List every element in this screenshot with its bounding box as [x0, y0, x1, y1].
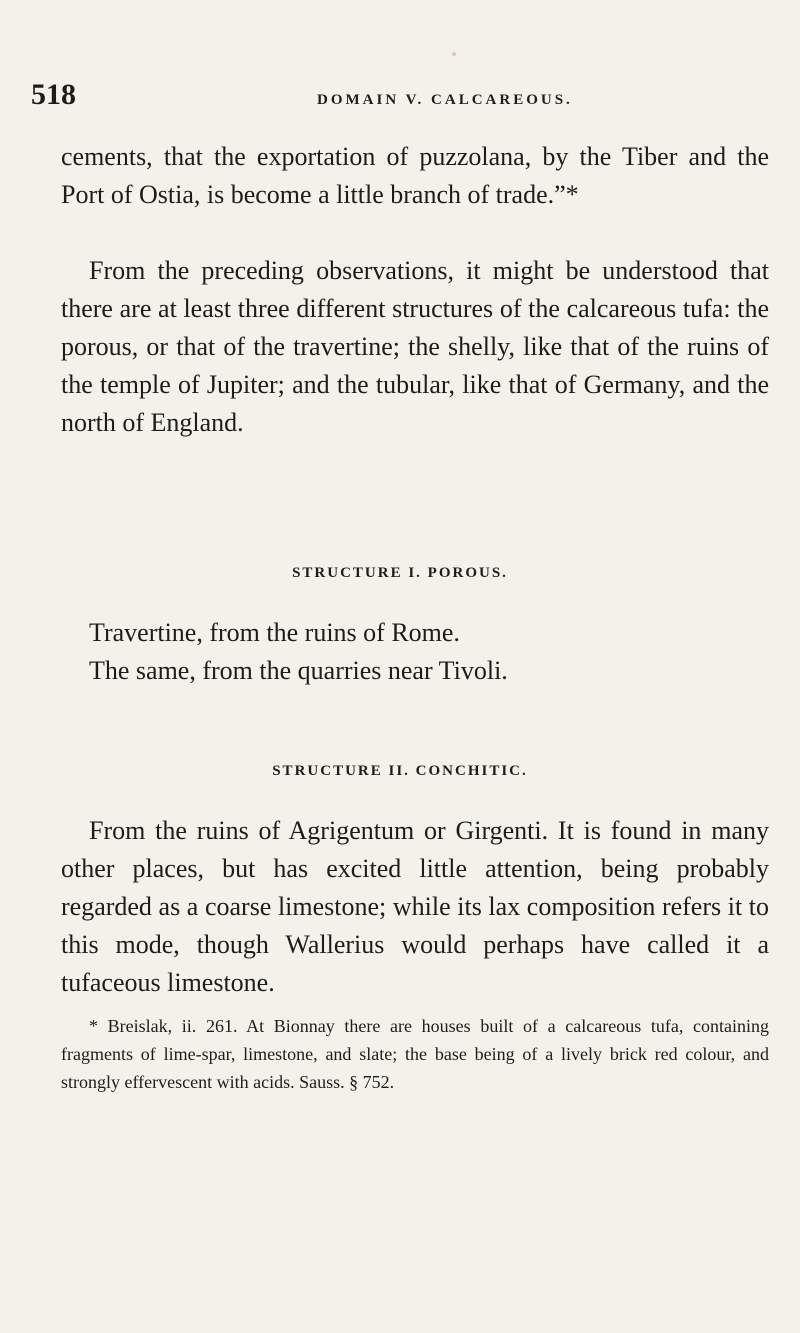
structure-one-entry-tivoli: The same, from the quarries near Tivoli.: [89, 656, 508, 685]
page-number: 518: [31, 78, 76, 111]
paragraph-observations: From the preceding observations, it might be understood that there are at least three different structures of the calcareous tufa: the porous, or that of the travertine; the shelly, like that of the ruins of the temple of Jupiter; and the tubular, like that of Germany, and the north of England.: [61, 256, 769, 437]
page-header: [0, 78, 800, 118]
running-head: DOMAIN V. CALCAREOUS.: [317, 92, 573, 108]
footnote: * Breislak, ii. 261. At Bionnay there are houses built of a calcareous tufa, containing fragments of lime-spar, limestone, and slate; the base being of a lively brick red colour, and strongly effervescent with acids. Sauss. § 752.: [61, 1016, 769, 1092]
structure-one-heading: STRUCTURE I. POROUS.: [292, 565, 508, 581]
paragraph-agrigentum: From the ruins of Agrigentum or Girgenti. It is found in many other places, but has excited little attention, being probably regarded as a coarse limestone; while its lax composition refers it to this mode, though Wallerius would perhaps have called it a tufaceous limestone.: [61, 816, 769, 997]
paper-speck: [452, 52, 456, 56]
structure-two-heading: STRUCTURE II. CONCHITIC.: [272, 763, 528, 779]
paragraph-continuation: cements, that the exportation of puzzolana, by the Tiber and the Port of Ostia, is become a little branch of trade.”*: [61, 142, 769, 209]
structure-one-entry-rome: Travertine, from the ruins of Rome.: [89, 618, 460, 647]
